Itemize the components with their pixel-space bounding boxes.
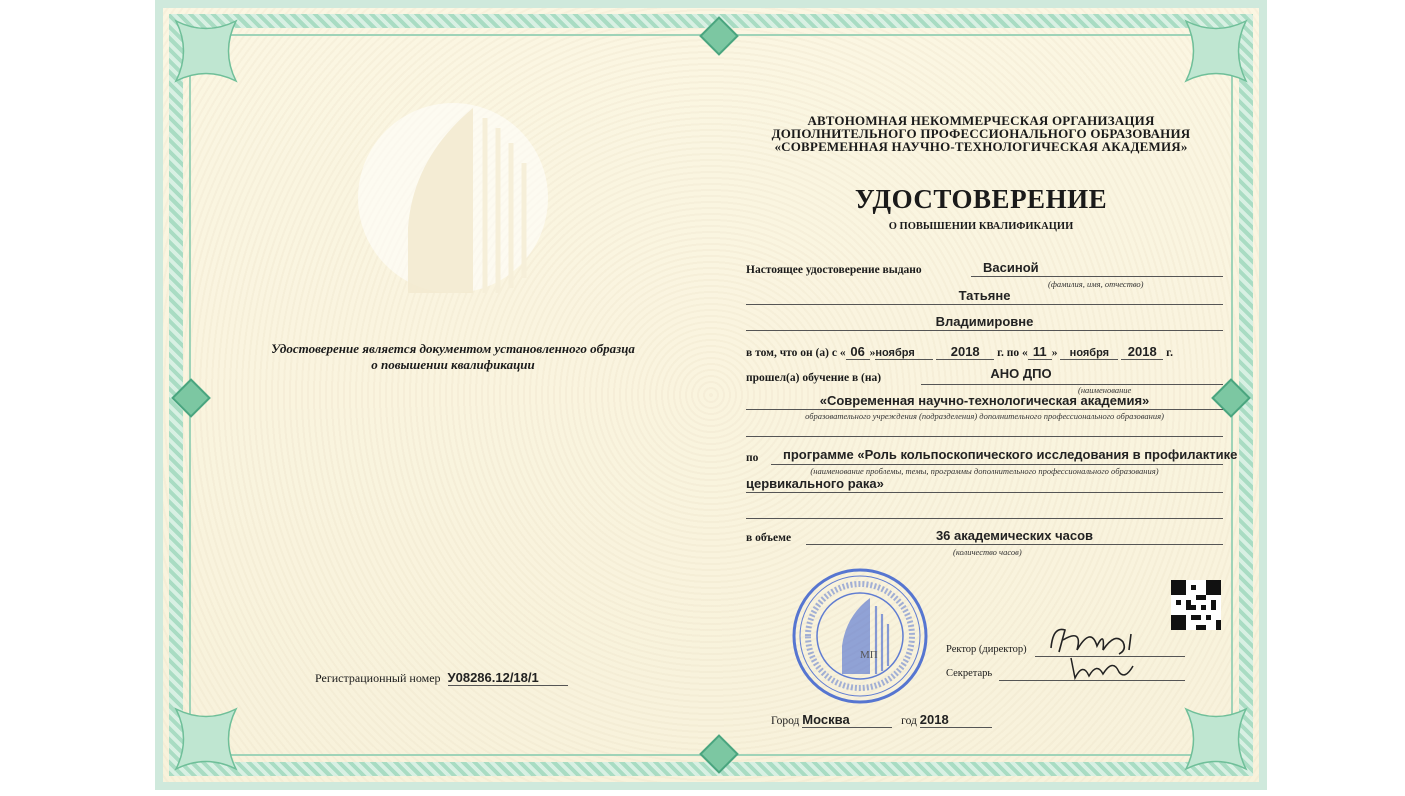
institution-hint-1: (наименование <box>1078 385 1132 395</box>
recipient-hint: (фамилия, имя, отчество) <box>1048 279 1144 289</box>
period-mid: г. по « <box>997 347 1028 359</box>
corner-ornament-icon <box>1181 704 1251 774</box>
institution-hint-2: образовательного учреждения (подразделения) дополнительного профессионального образования) <box>805 411 1164 421</box>
period-prefix: в том, что он (а) с « <box>746 347 846 359</box>
period-month-from: ноября <box>875 347 933 360</box>
period-day-to: 11 <box>1028 344 1052 360</box>
document-subtitle: О ПОВЫШЕНИИ КВАЛИФИКАЦИИ <box>888 221 1074 232</box>
period-quote-2: » <box>1051 347 1058 359</box>
recipient-name: Татьяне <box>958 288 1011 303</box>
rector-label: Ректор (директор) <box>946 644 1027 655</box>
official-seal-icon <box>790 566 930 706</box>
corner-ornament-icon <box>171 704 241 774</box>
recipient-label: Настоящее удостоверение выдано <box>746 264 922 276</box>
secretary-label: Секретарь <box>946 668 993 679</box>
program-label: по <box>746 452 759 464</box>
city-label: Город <box>771 715 800 727</box>
org-line-2: ДОПОЛНИТЕЛЬНОГО ПРОФЕССИОНАЛЬНОГО ОБРАЗОВАНИЯ <box>771 126 1191 141</box>
secretary-signature-icon <box>1063 648 1143 686</box>
recipient-surname: Васиной <box>983 260 1039 275</box>
patronymic-underline <box>746 330 1223 331</box>
city-value: Москва <box>802 712 892 728</box>
watermark-emblem-icon <box>353 88 553 318</box>
volume-hint: (количество часов) <box>953 547 1022 557</box>
seal-mp: МП <box>860 649 878 661</box>
corner-ornament-icon <box>171 16 241 86</box>
year-value: 2018 <box>920 712 992 728</box>
corner-ornament-icon <box>1181 16 1251 86</box>
year-label: год <box>901 715 917 727</box>
org-line-1: АВТОНОМНАЯ НЕКОММЕРЧЕСКАЯ ОРГАНИЗАЦИЯ <box>807 113 1155 128</box>
program-line-1: программе «Роль кольпоскопического исследования в профилактике <box>783 447 1238 462</box>
institution-value-1: АНО ДПО <box>990 366 1052 381</box>
institution-underline-3 <box>746 436 1223 437</box>
program-underline <box>771 464 1223 465</box>
recipient-underline <box>971 276 1223 277</box>
period-suffix: г. <box>1166 347 1173 359</box>
volume-label: в объеме <box>746 532 792 544</box>
certificate <box>155 0 1267 790</box>
left-statement-line2: о повышении квалификации <box>371 357 535 372</box>
left-statement-line1: Удостоверение является документом установленного образца <box>271 341 635 356</box>
reg-number-label: Регистрационный номер <box>315 671 441 685</box>
institution-underline <box>921 384 1223 385</box>
qr-code-icon <box>1171 580 1221 630</box>
footer-row <box>771 712 992 728</box>
program-line-2: цервикального рака» <box>746 476 884 491</box>
program-underline-3 <box>746 518 1223 519</box>
period-row <box>746 344 1173 360</box>
period-year-to: 2018 <box>1121 344 1163 360</box>
period-day-from: 06 <box>846 344 870 360</box>
left-statement <box>223 341 683 373</box>
institution-label: прошел(а) обучение в (на) <box>746 372 882 384</box>
institution-value-2: «Современная научно-технологическая академия» <box>819 393 1150 408</box>
period-month-to: ноября <box>1060 347 1118 360</box>
volume-value: 36 академических часов <box>935 528 1094 543</box>
volume-underline <box>806 544 1223 545</box>
period-year-from: 2018 <box>936 344 994 360</box>
document-title: УДОСТОВЕРЕНИЕ <box>854 184 1108 214</box>
reg-number-value: У08286.12/18/1 <box>448 670 568 686</box>
name-underline <box>746 304 1223 305</box>
program-hint: (наименование проблемы, темы, программы дополнительного профессионального образования) <box>810 466 1159 476</box>
period-quote-1: » <box>869 347 876 359</box>
institution-underline-2 <box>746 409 1223 410</box>
org-line-3: «СОВРЕМЕННАЯ НАУЧНО-ТЕХНОЛОГИЧЕСКАЯ АКАДЕМИЯ» <box>774 139 1188 154</box>
org-header <box>741 114 1221 153</box>
reg-number-row <box>315 670 568 686</box>
program-underline-2 <box>746 492 1223 493</box>
recipient-patronymic: Владимировне <box>935 314 1034 329</box>
